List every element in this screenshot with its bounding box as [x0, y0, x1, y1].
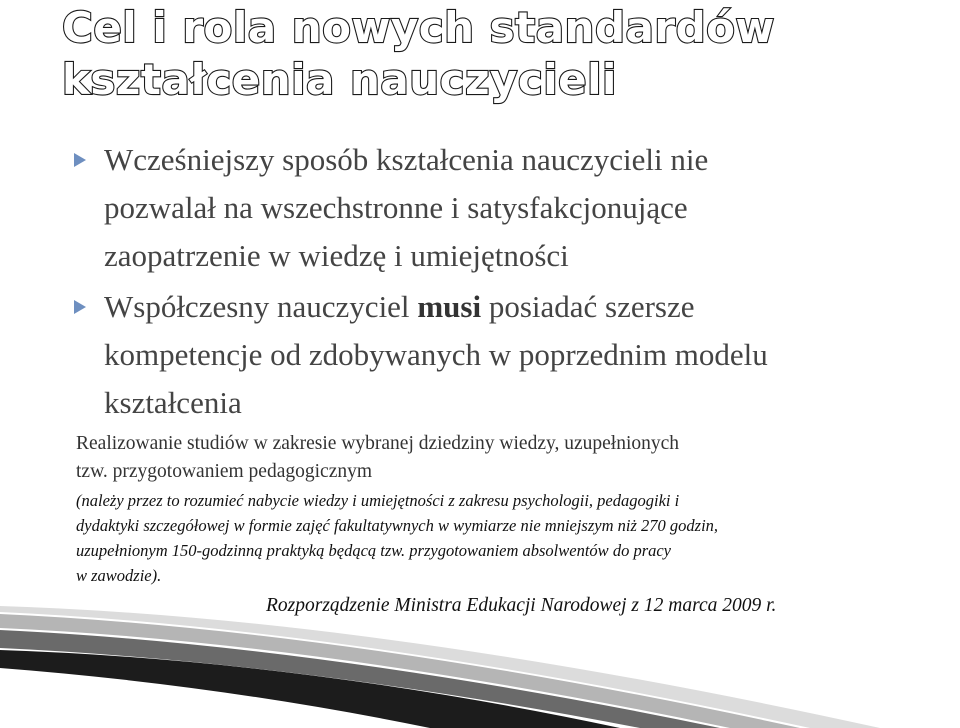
citation-regulation: Rozporządzenie Ministra Edukacji Narodowej z 12 marca 2009 r. [266, 595, 777, 616]
bullet-1-line-2: pozwalał na wszechstronne i satysfakcjonujące [104, 190, 688, 225]
slide-title-line-1: Cel i rola nowych standardów [62, 3, 775, 52]
bullet-item-2 [104, 283, 954, 427]
slide-title [62, 2, 942, 106]
note-line-3: uzupełnionym 150-godzinną praktyką będącą tzw. przygotowaniem absolwentów do pracy [76, 541, 672, 560]
bullet-2-text-after: posiadać szersze [481, 289, 695, 324]
bullet-2-line-3: kształcenia [104, 385, 242, 420]
bullet-2-line-1 [104, 283, 954, 331]
paragraph-line-1: Realizowanie studiów w zakresie wybranej dziedziny wiedzy, uzupełnionych [76, 433, 680, 454]
slide-title-line-2: kształcenia nauczycieli [62, 55, 617, 104]
bullet-1-line-3: zaopatrzenie w wiedzę i umiejętności [104, 238, 569, 273]
paragraph-studies [76, 430, 956, 486]
note-line-2: dydaktyki szczegółowej w formie zajęć fakultatywnych w wymiarze nie mniejszym niż 270 godzin, [76, 516, 719, 535]
bullet-2-emphasis: musi [417, 289, 482, 324]
bullet-item-1 [104, 136, 954, 280]
bullet-2-text-before: Współczesny nauczyciel [104, 289, 418, 324]
paragraph-line-2: tzw. przygotowaniem pedagogicznym [76, 461, 373, 482]
triangle-bullet-icon [74, 153, 86, 167]
bullet-1-line-1: Wcześniejszy sposób kształcenia nauczycieli nie [104, 142, 709, 177]
explanatory-note [76, 488, 960, 588]
triangle-bullet-icon [74, 300, 86, 314]
note-line-1: (należy przez to rozumieć nabycie wiedzy i umiejętności z zakresu psychologii, pedagogiki i [76, 491, 680, 510]
note-line-4: w zawodzie). [76, 566, 162, 585]
bullet-2-line-2: kompetencje od zdobywanych w poprzednim modelu [104, 337, 768, 372]
